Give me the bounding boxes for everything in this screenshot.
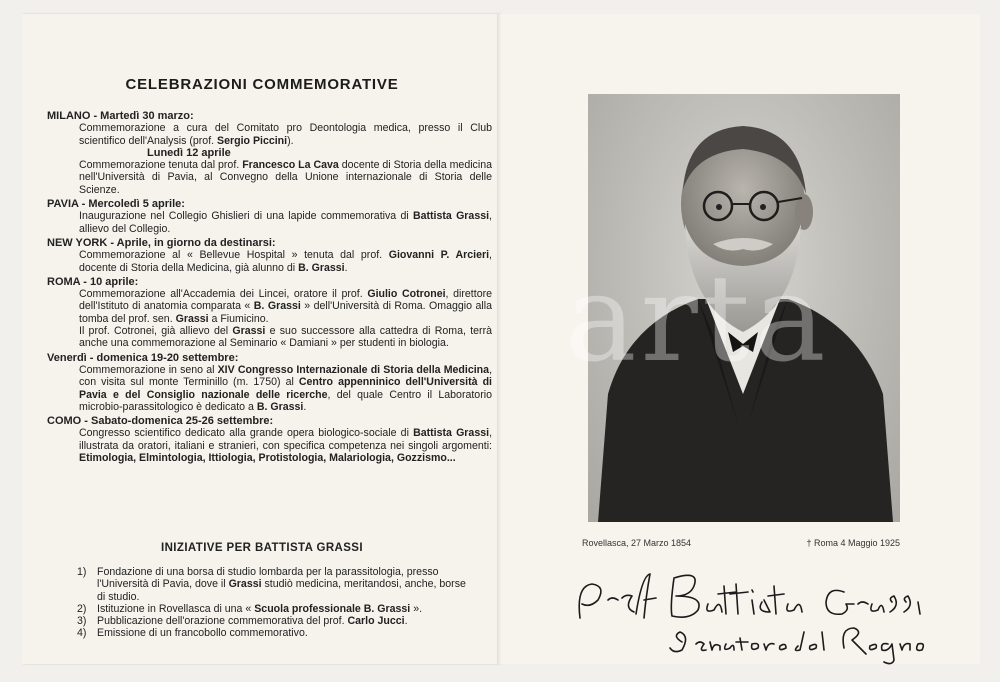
initiative-number: 2) xyxy=(77,602,87,615)
event-description: Commemorazione al « Bellevue Hospital » tenuta dal prof. Giovanni P. Arcieri, docente di Storia della Medicina, già alunno di B. Grassi. xyxy=(79,249,492,274)
event-item xyxy=(47,352,492,413)
initiatives-title: INIZIATIVE PER BATTISTA GRASSI xyxy=(161,542,363,554)
caption-birth: Rovellasca, 27 Marzo 1854 xyxy=(582,538,692,548)
initiative-item xyxy=(77,627,477,639)
initiative-text: Pubblicazione dell'orazione commemorativa del prof. Carlo Jucci. xyxy=(97,615,408,628)
initiative-item xyxy=(77,603,477,615)
initiative-text: Emissione di un francobollo commemorativo. xyxy=(97,627,308,640)
portrait-photo xyxy=(588,94,900,522)
event-heading: MILANO - Martedì 30 marzo: xyxy=(47,110,194,122)
initiative-item xyxy=(77,566,477,603)
initiative-text: Istituzione in Rovellasca di una « Scuola professionale B. Grassi ». xyxy=(97,602,423,615)
left-page xyxy=(22,14,500,664)
event-heading: COMO - Sabato-domenica 25-26 settembre: xyxy=(47,415,274,428)
initiative-item xyxy=(77,615,477,627)
event-description: Il prof. Cotronei, già allievo del Grassi e suo successore alla cattedra di Roma, terrà anche una commemorazione al Seminario « Damiani » per studenti in biologia. xyxy=(79,325,492,350)
event-item xyxy=(47,147,492,196)
event-heading: NEW YORK - Aprile, in giorno da destinarsi: xyxy=(47,236,276,249)
initiative-number: 3) xyxy=(77,615,87,628)
right-page xyxy=(502,14,980,664)
event-description: Inaugurazione nel Collegio Ghislieri di una lapide commemorativa di Battista Grassi, allievo del Collegio. xyxy=(79,210,492,235)
initiative-number: 1) xyxy=(77,566,87,578)
event-subheading: Lunedì 12 aprile xyxy=(147,146,231,159)
event-description: Congresso scientifico dedicato alla grande opera biologico-sociale di Battista Grassi, illustrata da oratori, italiani e stranieri, con specifica competenza nei singoli argomenti: Etimologia, Elmintologia, Ittiologia, Protistologia, Malariologia, Gozzismo... xyxy=(79,427,493,465)
event-heading: ROMA - 10 aprile: xyxy=(47,275,139,288)
event-item xyxy=(47,276,492,350)
event-item xyxy=(47,198,492,235)
initiatives-list xyxy=(77,566,477,640)
initiative-text: Fondazione di una borsa di studio lombarda per la parassitologia, presso l'Università di Pavia, dove il Grassi studiò medicina, meritandosi, anche, borse di studio. xyxy=(97,566,466,603)
caption-death: † Roma 4 Maggio 1925 xyxy=(806,538,900,548)
handwritten-signature xyxy=(562,556,942,666)
event-heading: Venerdì - domenica 19-20 settembre: xyxy=(47,351,239,364)
event-description: Commemorazione all'Accademia dei Lincei, oratore il prof. Giulio Cotronei, direttore dell'Istituto di anatomia comparata « B. Grassi » dell'Università di Roma. Omaggio alla tomba del prof. sen. Grassi a Fiumicino. xyxy=(79,288,492,325)
event-description: Commemorazione tenuta dal prof. Francesco La Cava docente di Storia della medicina nell'Università di Pavia, al Convegno della Unione internazionale di Storia delle Scienze. xyxy=(79,159,492,196)
event-heading: PAVIA - Mercoledì 5 aprile: xyxy=(47,198,185,211)
events-list xyxy=(47,108,492,464)
initiative-number: 4) xyxy=(77,627,87,640)
event-description: Commemorazione a cura del Comitato pro Deontologia medica, presso il Club scientifico dell'Analysis (prof. Sergio Piccini). xyxy=(79,122,492,147)
page-title: CELEBRAZIONI COMMEMORATIVE xyxy=(125,76,399,93)
event-item xyxy=(47,110,492,147)
portrait-illustration xyxy=(588,94,900,522)
event-description: Commemorazione in seno al XIV Congresso Internazionale di Storia della Medicina, con visita sul monte Terminillo (m. 1750) al Centro appenninico dell'Università di Pavia e del Consiglio nazionale delle ricerche, del quale Centro il Laboratorio microbio-parassitologico è dedicato a B. Grassi. xyxy=(79,363,493,413)
watermark: arta xyxy=(565,250,830,389)
event-item xyxy=(47,415,492,464)
event-item xyxy=(47,237,492,274)
